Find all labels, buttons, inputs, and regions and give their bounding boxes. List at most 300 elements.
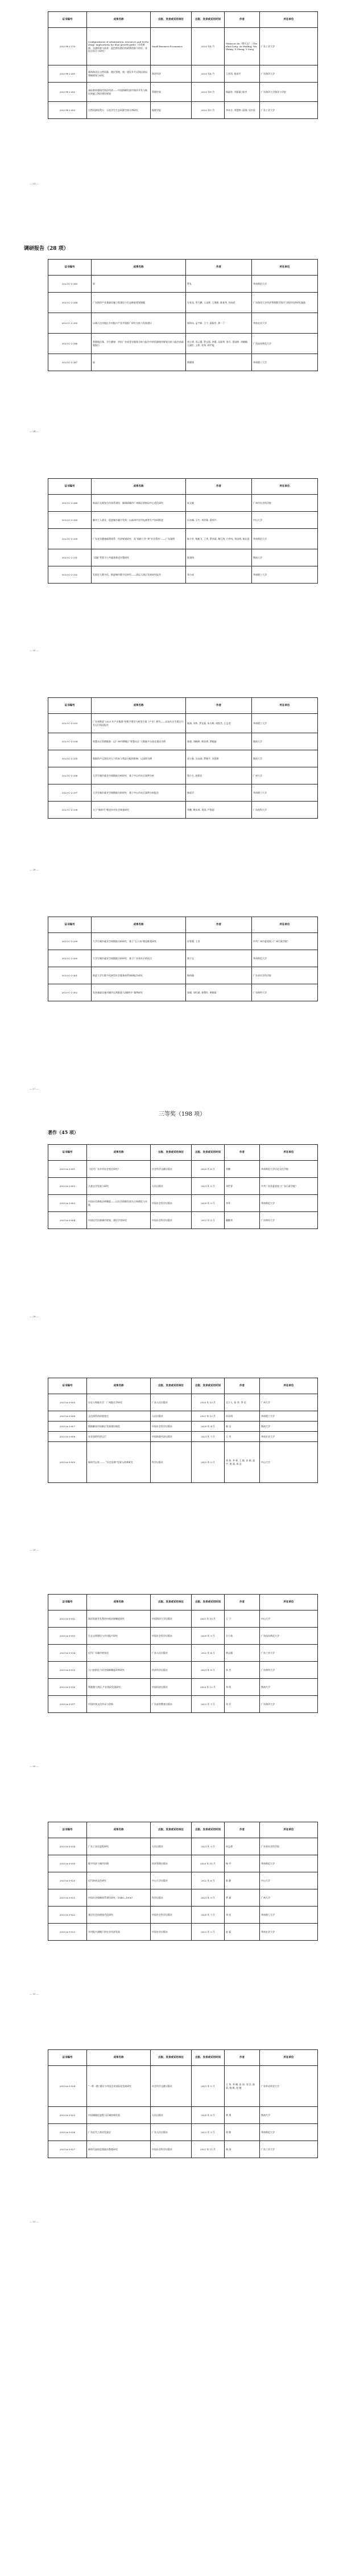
table-row xyxy=(48,1161,318,1178)
table-row xyxy=(48,984,318,1001)
column-header: 成果名称 xyxy=(87,1378,151,1394)
table-cell: 中国近代民族城市规划，建设学者研究 xyxy=(87,1212,151,1229)
table-cell: 广东工业大学 xyxy=(260,102,318,119)
table-cell: 钱小方, 赵莉佳 xyxy=(186,767,252,784)
table-cell: 李 明 xyxy=(225,1679,260,1696)
table-cell: 中山大学 xyxy=(260,1442,318,1483)
table-cell: 广东工业大学 xyxy=(260,28,318,65)
table-row xyxy=(48,512,318,529)
table-cell: 杨 平 xyxy=(225,1855,260,1872)
table-cell: 人民出版社 xyxy=(151,1178,192,1195)
table-row xyxy=(48,1195,318,1212)
column-header: 出版、发表或采用单位 xyxy=(151,1822,192,1838)
table-cell: 新时代以来 —— “社会治理”发展与改革研究 xyxy=(87,1442,151,1483)
column-header: 作者 xyxy=(225,1595,260,1610)
table-cell: 2023-A-3-026 xyxy=(48,2124,87,2141)
table-cell: 广东近代工商业发展史 xyxy=(87,2124,151,2141)
table-cell: 罗丸 xyxy=(186,276,252,293)
table-cell: 何志勇 xyxy=(225,1838,260,1855)
table-cell: 2022 年 6 月 xyxy=(192,1872,225,1889)
table-cell: 儿童文学发展与研究 xyxy=(87,1178,151,1195)
table-cell: 关于“新时代”推进乡村社会调查研究 xyxy=(92,802,186,819)
table-row xyxy=(48,767,318,784)
column-header: 出版、发表或采用单位 xyxy=(151,1595,192,1610)
award-table xyxy=(48,697,318,819)
table-cell: 厨 xyxy=(92,354,186,371)
table-cell: 2023-C-2-288 xyxy=(48,495,92,512)
column-header: 证书编号 xyxy=(48,2050,87,2066)
table-cell: 农业国的经济运行 xyxy=(87,1432,151,1442)
table-cell: 基层社会治理现代化研究 xyxy=(87,1907,151,1924)
table-cell: 推进大学生数字化转型社会服务体系调研报告研究 xyxy=(92,967,186,984)
table-row xyxy=(48,566,318,584)
table-cell: 吴立人, 张 华, 李 佳 xyxy=(225,1394,260,1411)
column-header: 证书编号 xyxy=(48,1822,87,1838)
table-cell: 2023-B-2-282 xyxy=(48,83,87,102)
table-cell: 2023-A-3-017 xyxy=(48,1696,87,1713)
award-table xyxy=(48,917,318,1001)
column-header: 作者 xyxy=(225,2050,260,2066)
table-cell: 高标准构建现代海洋经济——中国海域发展中海洋开发与新区探索之海洋建设规划 xyxy=(87,83,151,102)
table-cell: 中国财政经济出版社 xyxy=(151,1432,192,1442)
table-cell: 人口老龄化与社会保障制度改革研究 xyxy=(87,1662,151,1679)
table-cell: 2023-A-3-014 xyxy=(48,1645,87,1662)
table-cell: 许智强, 王芳 xyxy=(186,933,252,950)
table-cell: 海洋资源开发利用中的法律制度研究 xyxy=(87,1610,151,1628)
table-cell: 邓小成 xyxy=(186,566,252,584)
table-cell: 中山大学出版社 xyxy=(151,1872,192,1889)
table-cell: 自然资源权利人：小流学生生态资源空间分辨研究 xyxy=(87,102,151,119)
award-table xyxy=(48,11,318,119)
column-header: 成果名称 xyxy=(87,2050,151,2066)
table-row xyxy=(48,784,318,802)
table-cell: 大学生城乡就业空间数据分析研究：基于中山市社区案例分析报告 xyxy=(92,784,186,802)
table-row xyxy=(48,1696,318,1713)
table-cell: 杨淑芳; 刘嘉丽; 陈杰 xyxy=(225,83,260,102)
table-cell: 2022 年 3 月 xyxy=(192,2124,225,2141)
table-row xyxy=(48,1178,318,1195)
table-cell: 2023-B-2-281 xyxy=(48,65,87,83)
table-cell: 2020 年 8 月 xyxy=(192,2107,225,2124)
page-number: — 24 — xyxy=(30,430,39,433)
table-cell: 经济科学出版社 xyxy=(151,1662,192,1679)
page-number: — 32 — xyxy=(30,2220,39,2223)
table-cell: 2023-C-2-297 xyxy=(48,784,92,802)
table-cell: 2023-A-3-003 xyxy=(48,1195,87,1212)
table-cell: 2023-C-2-292 xyxy=(48,566,92,584)
table-cell: 刘立勇, 邓云霞, 罗文彩, 李霞, 吴丽华, 张月, 雷国婷, 刘楠楠, 王丽红, 王婷, 麦华, 林宇旭 xyxy=(186,334,252,354)
column-header: 作者 xyxy=(186,479,252,495)
column-header: 所在单位 xyxy=(252,698,318,714)
table-cell: 2023-C-2-291 xyxy=(48,549,92,566)
table-cell: 乡村振兴战略下的农业经济发展 xyxy=(87,1924,151,1941)
table-cell: Configurations of urbanization, resources and technology: implications for blue growth paths（水资源保、交通资源与技术：蓝色增长路径的政策创新与评价，非语言综合与研究） xyxy=(87,28,151,65)
table-row xyxy=(48,950,318,967)
table-cell: 中国社会救助法律制度——以社会保障发展为主线理论与实践 xyxy=(87,1195,151,1212)
table-cell: 陈少芳, 杨新飞, 王秀, 罗苏丽, 黎江海, 白华亮, 刘达明, 陈长思 xyxy=(186,529,252,549)
table-cell: 生态文明建设与乡村振兴研究 xyxy=(87,1628,151,1645)
column-header: 所在单位 xyxy=(260,1378,318,1394)
table-cell: 以珠江沿岸地区乡村振兴产业升级推广研究分析与发展建议 xyxy=(92,313,186,334)
table-cell: 2023-A-3-016 xyxy=(48,1679,87,1696)
table-row xyxy=(48,334,318,354)
table-cell: 华南理工大学 xyxy=(252,714,318,733)
table-cell: 中国社会科学出版社 xyxy=(151,1421,192,1432)
column-header: 成果名称 xyxy=(87,12,151,28)
table-row xyxy=(48,495,318,512)
table-cell: 广东工业化进程研究 xyxy=(87,1838,151,1855)
table-cell: 邓 亮 xyxy=(225,1907,260,1924)
table-cell: 广东海洋大学海洋与学院 xyxy=(260,83,318,102)
column-header: 所在单位 xyxy=(260,1145,318,1161)
table-cell: 2023-A-3-027 xyxy=(48,2141,87,2158)
table-cell: 广东技术师范大学 xyxy=(252,334,318,354)
table-cell: 骆建, 刘晓婷, 黄良勇, 罗晓丽 xyxy=(186,733,252,750)
table-cell: 华南师范大学 xyxy=(260,1855,318,1872)
column-header: 所在单位 xyxy=(252,917,318,933)
table-cell: 2022 年 4 月 xyxy=(192,1645,225,1662)
column-header: 所在单位 xyxy=(260,1595,318,1610)
table-cell: 华南理工大学 xyxy=(252,566,318,584)
table-cell: 华南师范大学 xyxy=(252,950,318,967)
table-cell: 2022 年 3 月 xyxy=(192,1442,225,1483)
table-cell: 方小英 xyxy=(225,1628,260,1645)
column-header: 证书编号 xyxy=(48,479,92,495)
table-cell: 2023-B-2-283 xyxy=(48,102,87,119)
award-table xyxy=(48,478,318,584)
table-cell: 广东海洋大学 xyxy=(260,65,318,83)
table-cell: 2023-C-2-289 xyxy=(48,512,92,529)
table-cell: 2021 年 3 月 xyxy=(192,1212,225,1229)
table-cell: 黄少文 xyxy=(186,950,252,967)
table-cell: 2023-A-3-020 xyxy=(48,1872,87,1889)
table-row xyxy=(48,529,318,549)
column-header: 成果名称 xyxy=(87,1145,151,1161)
table-cell: 2023-C-2-286 xyxy=(48,334,92,354)
table-cell: 2023-A-3-019 xyxy=(48,1855,87,1872)
table-row xyxy=(48,354,318,371)
table-cell: 陈柏瑜 xyxy=(186,967,252,984)
table-cell: 华南农业大学 xyxy=(252,313,318,334)
table-row xyxy=(48,2066,318,2107)
table-cell: 2023-C-2-295 xyxy=(48,750,92,767)
table-cell: 华南农业大学 xyxy=(260,1432,318,1442)
table-cell: 周 敏 xyxy=(225,2124,260,2141)
table-cell: 华南师范大学历史文化学院 xyxy=(260,1161,318,1178)
table-cell: 大学生城乡就业空间数据分析研究：基于“石下南”理论框架研究 xyxy=(92,933,186,950)
table-cell: 戴继华 xyxy=(225,1212,260,1229)
table-cell: 广东人民出版社 xyxy=(151,1645,192,1662)
table-cell: 2020 年8 月 xyxy=(192,83,225,102)
table-row xyxy=(48,933,318,950)
column-header: 所在单位 xyxy=(260,2050,318,2066)
table-cell: 广东外语外贸大学 xyxy=(260,2066,318,2107)
table-row xyxy=(48,802,318,819)
table-row xyxy=(48,1411,318,1421)
column-header: 出版、发表或采用时间 xyxy=(192,2050,225,2066)
table-cell: 中国社会科学出版社 xyxy=(151,2141,192,2158)
table-row xyxy=(48,276,318,293)
table-cell: 2023-C-2-283 xyxy=(48,276,92,293)
table-cell: 2021 年 9 月 xyxy=(192,1889,225,1907)
table-cell: 邓立新, 冯永刚, 罗晓平, 刘美婷 xyxy=(186,750,252,767)
table-cell: 朱文雄 xyxy=(186,495,252,512)
table-cell: 林 涛 xyxy=(225,2141,260,2158)
table-cell: 广东药科大学 xyxy=(252,802,318,819)
table-cell: 中国海洋大学出版社 xyxy=(151,1610,192,1628)
table-cell: 华南理工大学 xyxy=(260,1907,318,1924)
award-table xyxy=(48,1594,318,1713)
column-header: 作者 xyxy=(225,1145,260,1161)
table-cell: 2023-A-3-012 xyxy=(48,1610,87,1628)
table-cell: 广东财经大学 xyxy=(260,1662,318,1679)
table-cell: 广东财经大学 xyxy=(260,1212,318,1229)
table-cell: 2020 年 7 月 xyxy=(192,1907,225,1924)
column-header: 出版、发表或采用时间 xyxy=(192,1378,225,1394)
table-cell: 2021 年 11 月 xyxy=(192,2141,225,2158)
table-cell: 广东财经大学 xyxy=(252,984,318,1001)
table-cell: 中国城镇化进程与区域协调发展 xyxy=(87,2107,151,2124)
table-cell: 海洋经济 xyxy=(151,65,192,83)
table-cell: 粤港澳大湾区 产业协同发展研究 xyxy=(87,1679,151,1696)
column-header: 成果名称 xyxy=(87,1595,151,1610)
table-cell: 社会科学文献出版社 xyxy=(151,2066,192,2107)
table-cell: 2023-C-2-300 xyxy=(48,950,92,967)
column-header: 作者 xyxy=(186,260,252,276)
column-header: 作者 xyxy=(186,698,252,714)
table-cell: 2023-C-2-299 xyxy=(48,933,92,950)
table-cell: 广州大学 xyxy=(252,767,318,784)
table-cell: 孙 杰 xyxy=(225,1662,260,1679)
table-cell: 数据解读中国新区发展建设规范 xyxy=(87,1421,151,1432)
table-row xyxy=(48,549,318,566)
table-cell: 大学生城乡就业空间数据分析研究：基于广东省社区的试点 xyxy=(92,950,186,967)
table-row xyxy=(48,714,318,733)
table-row xyxy=(48,1662,318,1679)
table-cell: 刘 伟, 李 林, 王 敏, 张 辉, 赵 宇, 黄 丽, 周 洁 xyxy=(225,1442,260,1483)
table-cell: 郭海东, 孟宇新, 王宁, 蒋振中, 黄一丁 xyxy=(186,313,252,334)
table-cell: 刘鹏 xyxy=(225,1161,260,1178)
table-cell: 2021 年 7 月 xyxy=(192,1432,225,1442)
table-cell: 2023-C-2-296 xyxy=(48,767,92,784)
table-cell: 发展基础设施对城市运营推进“以城带乡”案例研究 xyxy=(92,984,186,1001)
table-cell: 大学生城乡就业空间数据分析研究：基于中山市社区案例分析 xyxy=(92,767,186,784)
table-cell: 陈 远 xyxy=(225,1421,260,1432)
table-row xyxy=(48,293,318,313)
table-cell: 2023-A-3-005 xyxy=(48,1394,87,1411)
table-row xyxy=(48,1907,318,1924)
column-header: 证书编号 xyxy=(48,698,92,714)
table-cell: 广州大学 xyxy=(260,1889,318,1907)
table-cell: 冯东城, 王红, 刘伯勋, 梁邦兴 xyxy=(186,512,252,529)
table-cell: 2023-C-2-284 xyxy=(48,293,92,313)
table-cell: 2023-A-3-015 xyxy=(48,1662,87,1679)
table-cell: 广东海洋大学经济管理教学海洋与海洋经济研究基地 xyxy=(252,293,318,313)
table-cell: 广东海洋产业基础设施工程建设与生态修复规划课题 xyxy=(92,293,186,313)
table-row xyxy=(48,28,318,65)
page-number: — 31 — xyxy=(30,1992,39,1995)
table-row xyxy=(48,1394,318,1411)
table-cell: 2023-A-3-023 xyxy=(48,1924,87,1941)
table-cell: 地理学报 xyxy=(151,102,192,119)
table-cell: 华南师范大学 xyxy=(260,2124,318,2141)
column-header: 成果名称 xyxy=(92,917,186,933)
table-cell: 2023-A-3-022 xyxy=(48,1907,87,1924)
table-cell: 2020 年 4 月 xyxy=(192,1421,225,1432)
table-row xyxy=(48,2124,318,2141)
table-row xyxy=(48,1628,318,1645)
column-header: 出版、发表或采用时间 xyxy=(192,12,225,28)
table-cell: 广东老年健康福利体系：经济规划研究：从“银龄工会”到“社会帮扶”——广东案例 xyxy=(92,529,186,549)
column-header: 证书编号 xyxy=(48,917,92,933)
table-cell: 2023-A-3-007 xyxy=(48,1421,87,1432)
award-table xyxy=(48,1822,318,1941)
table-cell: 广东省推进“2025 年产业集群”的数字建设与转型方案（产业）研究——以汕头区为重点开发运行情况报告 xyxy=(92,714,186,733)
table-row xyxy=(48,750,318,767)
table-cell: 华南理工大学 xyxy=(252,354,318,371)
table-cell: 香港地区珠、学生健康：对抗广东省青年服务分析与报告中的资源使用规划分析与报告的政策指引 xyxy=(92,334,186,354)
table-cell: 2021 年 8 月 xyxy=(192,1662,225,1679)
column-header: 出版、发表或采用时间 xyxy=(192,1595,225,1610)
table-cell: 方家龙, 李大鹏, 王光辉, 王海姆, 陈春华, 何向花 xyxy=(186,293,252,313)
table-cell: 2021 年 5 月 xyxy=(192,2066,225,2107)
table-row xyxy=(48,1838,318,1855)
table-cell: 2023-A-3-024 xyxy=(48,2066,87,2107)
table-cell: 中国传统文化传承与创新 xyxy=(87,1696,151,1713)
table-cell: 2021 年 10 月 xyxy=(192,1610,225,1628)
table-cell: 智慧社区管理服务：以广州市增城区“智慧社区”大数据平台优化建设为例 xyxy=(92,733,186,750)
table-cell: 人民出版社 xyxy=(151,2107,192,2124)
column-header: 所在单位 xyxy=(252,479,318,495)
table-cell: 数据资产运营化对人力资本与利益分配的影响：以深圳为例 xyxy=(92,750,186,767)
table-cell: 广州市社会科学院 xyxy=(252,495,318,512)
award-table xyxy=(48,1144,318,1229)
table-cell: 2023-C-2-287 xyxy=(48,354,92,371)
table-cell: 华南师范大学 xyxy=(252,529,318,549)
page-number: — 25 — xyxy=(30,649,39,652)
column-header: 证书编号 xyxy=(48,1595,87,1610)
table-row xyxy=(48,1432,318,1442)
table-cell: 中国社会保障体系建设研究（1949—1956） xyxy=(87,1889,151,1907)
table-cell: 广东工业大学 xyxy=(260,2141,318,2158)
table-cell: 文化体系的价值变迁 xyxy=(87,1411,151,1421)
table-cell: 2023-A-3-004 xyxy=(48,1212,87,1229)
table-cell: 2023-C-2-294 xyxy=(48,733,92,750)
table-cell: 中山大学 xyxy=(260,1872,318,1889)
table-cell: 暨南大学 xyxy=(260,1679,318,1696)
column-header: 证书编号 xyxy=(48,1145,87,1161)
table-cell: 2020 年 6 月 xyxy=(192,1161,225,1178)
table-cell: 广东人民出版社 xyxy=(151,1394,192,1411)
table-cell: 2023-A-3-009 xyxy=(48,1442,87,1483)
table-cell: “一带一路”建设与中国企业国际化发展研究 xyxy=(87,2066,151,2107)
table-cell: 新时代高校思想政治教育研究 xyxy=(87,2141,151,2158)
table-row xyxy=(48,733,318,750)
table-row xyxy=(48,65,318,83)
table-cell: 中国社会科学出版社 xyxy=(151,1212,192,1229)
column-header: 作者 xyxy=(225,1822,260,1838)
table-cell: 罗 斌 xyxy=(225,1889,260,1907)
table-cell: 2023-A-3-006 xyxy=(48,1411,87,1421)
column-header: 证书编号 xyxy=(48,260,92,276)
table-cell: 广东技术师范大学 xyxy=(260,1628,318,1645)
table-cell: 《近代广东乡村社会变迁研究》 xyxy=(87,1161,151,1178)
table-cell: 2023-C-2-298 xyxy=(48,802,92,819)
table-cell: 李东方; 李慧婷; 邱琪; 吴红星 xyxy=(225,102,260,119)
table-cell: 2023-A-3-025 xyxy=(48,2107,87,2124)
table-cell: 人民出版社 xyxy=(151,1838,192,1855)
table-cell: 珠海海洋区自然资源、渔民管理、统一建设开平式海区格局策略规划与研究 xyxy=(87,65,151,83)
table-row xyxy=(48,1645,318,1662)
table-cell: 2020 年 3 月 xyxy=(192,1628,225,1645)
table-cell: 华南农业大学 xyxy=(260,1924,318,1941)
table-cell: 历史人物地名学：广州地名学研究 xyxy=(87,1394,151,1411)
table-cell: 王彦西; 陈雨平 xyxy=(225,65,260,83)
table-cell: 科学出版社 xyxy=(151,1442,192,1483)
page-number: — 30 — xyxy=(30,1765,39,1768)
table-cell: 杨诺学 xyxy=(186,784,252,802)
table-cell: 人民出版社 xyxy=(151,1411,192,1421)
table-cell: 经济管理出版社 xyxy=(151,1855,192,1872)
table-cell: 2023-A-3-008 xyxy=(48,1432,87,1442)
award-level-title: 三等奖（198 项） xyxy=(158,1111,206,1118)
table-cell: 中国经济出版社 xyxy=(151,1679,192,1696)
table-cell: 王 宁 xyxy=(225,1610,260,1628)
table-cell: 2021 年 3 月 xyxy=(192,1838,225,1855)
column-header: 作者 xyxy=(225,12,260,28)
table-cell: 2023-C-2-285 xyxy=(48,313,92,334)
table-cell: 华南理工大学 xyxy=(252,784,318,802)
table-cell: 2020 年 10 月 xyxy=(192,1394,225,1411)
table-cell: 解决工人就业、促进城乡融合发展：以高州市农村电商等生产协同推进 xyxy=(92,512,186,529)
table-row xyxy=(48,313,318,334)
table-cell: 2020 年4 月 xyxy=(192,28,225,65)
table-cell: 中国社会科学出版社 xyxy=(151,1628,192,1645)
table-row xyxy=(48,1889,318,1907)
table-cell: 暨南大学 xyxy=(260,1421,318,1432)
column-header: 所在单位 xyxy=(260,1822,318,1838)
table-cell: 华南师范大学 xyxy=(252,276,318,293)
table-cell: 新高位无规划合作体系建设：新调研城市广州新区的格局中心优化研究 xyxy=(92,495,186,512)
page-number: — 26 — xyxy=(30,868,39,871)
table-cell: 2023-C-2-301 xyxy=(48,967,92,984)
table-cell: 广州大学 xyxy=(260,1394,318,1411)
column-header: 出版、发表或采用单位 xyxy=(151,2050,192,2066)
table-cell: 社会科学文献出版社 xyxy=(151,1161,192,1178)
table-cell: 李华 xyxy=(225,1195,260,1212)
table-cell: 中山大学 xyxy=(260,1610,318,1628)
table-row xyxy=(48,2107,318,2124)
table-cell: Mansoor An（徐天宝）; Chenhui Gong; Ao Huiling; Wu Zhang; X Zheng; Y Song xyxy=(225,28,260,65)
table-cell: 中共广州市委党校（广州行政学院） xyxy=(252,933,318,950)
page-number: — 23 — xyxy=(30,182,39,185)
table-cell: 2023-A-3-018 xyxy=(48,1838,87,1855)
table-cell: 华南师范大学 xyxy=(260,1195,318,1212)
table-cell: 科学出版社 xyxy=(151,1889,192,1907)
table-row xyxy=(48,1212,318,1229)
table-cell: 广东海洋大学 xyxy=(260,1696,318,1713)
table-cell: 2023-A-3-021 xyxy=(48,1889,87,1907)
table-row xyxy=(48,1872,318,1889)
table-cell: 陈 静 xyxy=(225,1872,260,1889)
table-cell: 2023-C-2-302 xyxy=(48,984,92,1001)
award-table xyxy=(48,2049,318,2158)
table-cell: “双碳”背景下公共服务推进对策研究 xyxy=(92,549,186,566)
table-cell: 2023-C-2-290 xyxy=(48,529,92,549)
table-cell: 中山大学 xyxy=(252,512,318,529)
table-cell: Small Business Economics xyxy=(151,28,192,65)
column-header: 成果名称 xyxy=(87,1822,151,1838)
